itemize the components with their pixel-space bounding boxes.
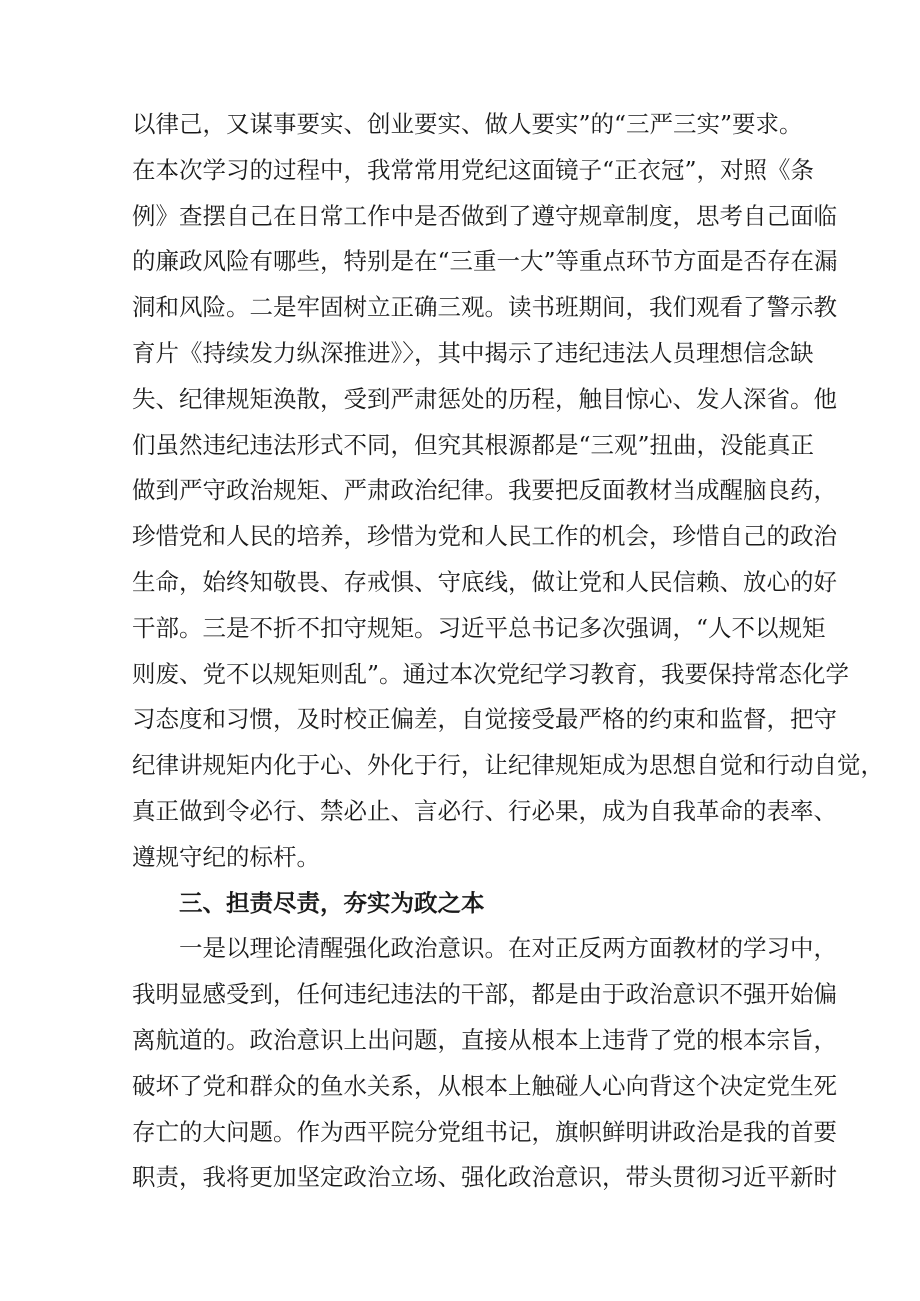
paragraph-line: 干部。三是不折不扣守规矩。习近平总书记多次强调，“人不以规矩 bbox=[132, 613, 826, 642]
paragraph-line: 则废、党不以规矩则乱”。通过本次党纪学习教育，我要保持常态化学 bbox=[132, 659, 850, 688]
paragraph-line: 我明显感受到，任何违纪违法的干部，都是由于政治意识不强开始偏 bbox=[132, 980, 837, 1009]
paragraph-line: 真正做到令必行、禁必止、言必行、行必果，成为自我革命的表率、 bbox=[132, 796, 837, 825]
paragraph-line: 破坏了党和群众的鱼水关系，从根本上触碰人心向背这个决定党生死 bbox=[132, 1071, 837, 1100]
paragraph-line: 存亡的大问题。作为西平院分党组书记，旗帜鲜明讲政治是我的首要 bbox=[132, 1117, 837, 1146]
paragraph-line: 做到严守政治规矩、严肃政治纪律。我要把反面教材当成醒脑良药， bbox=[132, 476, 837, 505]
paragraph-line: 例》查摆自己在日常工作中是否做到了遵守规章制度，思考自己面临 bbox=[132, 201, 837, 230]
paragraph-line: 洞和风险。二是牢固树立正确三观。读书班期间，我们观看了警示教 bbox=[132, 293, 837, 322]
section-heading: 三、担责尽责，夯实为政之本 bbox=[179, 888, 485, 917]
paragraph-line: 珍惜党和人民的培养，珍惜为党和人民工作的机会，珍惜自己的政治 bbox=[132, 522, 837, 551]
paragraph-line: 纪律讲规矩内化于心、外化于行，让纪律规矩成为思想自觉和行动自觉， bbox=[132, 751, 884, 780]
paragraph-line: 遵规守纪的标杆。 bbox=[132, 842, 320, 871]
paragraph-line: 在本次学习的过程中，我常常用党纪这面镜子“正衣冠”，对照《条 bbox=[132, 155, 815, 184]
document-body bbox=[132, 102, 884, 1201]
paragraph-line: 习态度和习惯，及时校正偏差，自觉接受最严格的约束和监督，把守 bbox=[132, 705, 837, 734]
paragraph-line: 们虽然违纪违法形式不同，但究其根源都是“三观”扭曲，没能真正 bbox=[132, 430, 815, 459]
paragraph-line: 失、纪律规矩涣散，受到严肃惩处的历程，触目惊心、发人深省。他 bbox=[132, 384, 837, 413]
paragraph-line: 以律己，又谋事要实、创业要实、做人要实”的“三严三实”要求。 bbox=[132, 110, 803, 138]
paragraph-line: 离航道的。政治意识上出问题，直接从根本上违背了党的根本宗旨， bbox=[132, 1025, 837, 1054]
paragraph-line: 一是以理论清醒强化政治意识。在对正反两方面教材的学习中， bbox=[179, 934, 837, 963]
paragraph-line: 生命，始终知敬畏、存戒惧、守底线，做让党和人民信赖、放心的好 bbox=[132, 567, 837, 596]
paragraph-line: 职责，我将更加坚定政治立场、强化政治意识，带头贯彻习近平新时 bbox=[132, 1163, 837, 1192]
paragraph-line: 的廉政风险有哪些，特别是在“三重一大”等重点环节方面是否存在漏 bbox=[132, 247, 838, 276]
paragraph-line: 育片《持续发力纵深推进》〉，其中揭示了违纪违法人员理想信念缺 bbox=[132, 338, 814, 367]
